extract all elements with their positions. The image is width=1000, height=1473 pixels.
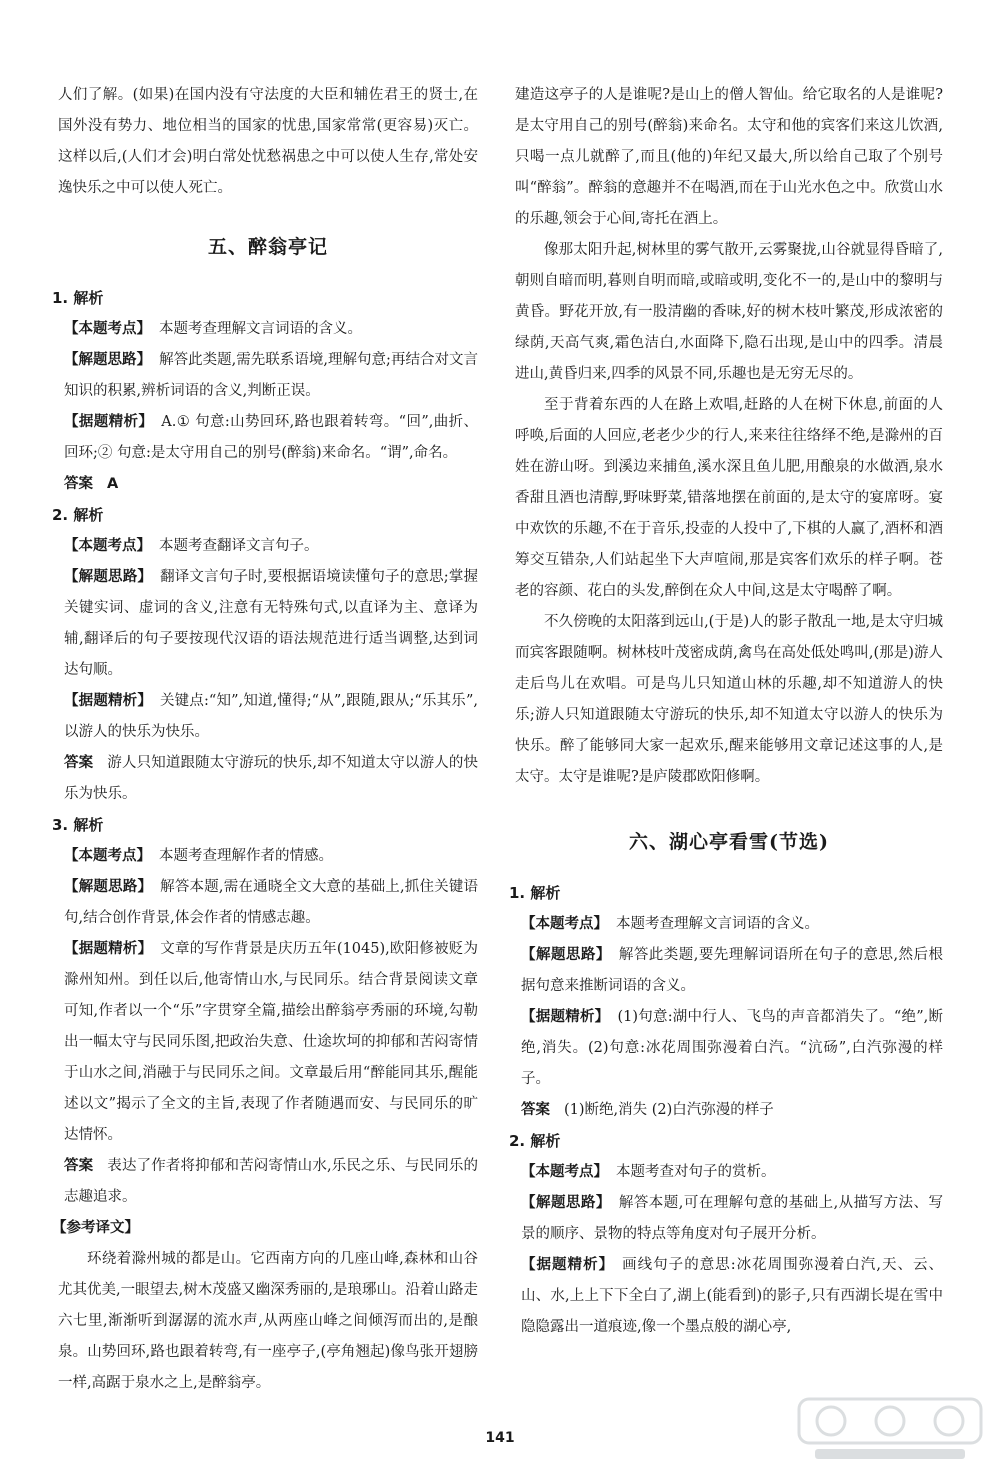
kaodian-text: 本题考查理解作者的情感。 (159, 848, 333, 864)
silu-text: 翻译文言句子时,要根据语境读懂句子的意思;掌握关键实词、虚词的含义,注意有无特殊句式,以直译为主、意译为辅,翻译后的句子要按现代汉语的语法规范进行适当调整,达到词达句顺。 (64, 569, 478, 678)
reference-translation-tag: 【参考译文】 (52, 1220, 139, 1236)
silu-text: 解答本题,可在理解句意的基础上,从描写方法、写景的顺序、景物的特点等角度对句子展开分析。 (521, 1195, 944, 1242)
answer-text: (1)断绝,消失 (2)白汽弥漫的样子 (564, 1102, 774, 1118)
answer-text: 游人只知道跟随太守游玩的快乐,却不知道太守以游人的快乐为快乐。 (64, 755, 479, 802)
kaodian-tag: 【本题考点】 (64, 538, 151, 554)
question-1 (52, 283, 479, 500)
question-3-head: 3. 解析 (52, 816, 104, 834)
silu-tag: 【解题思路】 (64, 569, 153, 585)
answer-tag: 答案 (521, 1102, 550, 1118)
kaodian-tag: 【本题考点】 (521, 916, 608, 932)
kaodian-tag: 【本题考点】 (64, 321, 151, 337)
silu-text: 解答本题,需在通晓全文大意的基础上,抓住关键语句,结合创作背景,体会作者的情感志趣。 (64, 879, 479, 926)
answer-text: A (107, 476, 119, 492)
answer-tag: 答案 (64, 1158, 94, 1174)
jingxi-text: 画线句子的意思:冰花周围弥漫着白汽,天、云、山、水,上上下下全白了,湖上(能看到)的影子,只有西湖长堤在雪中隐隐露出一道痕迹,像一个墨点般的湖心亭, (521, 1257, 944, 1335)
kaodian-text: 本题考查理解文言词语的含义。 (616, 916, 819, 932)
jingxi-tag: 【据题精析】 (64, 693, 152, 709)
silu-tag: 【解题思路】 (521, 1195, 611, 1211)
question-2 (509, 1126, 944, 1343)
silu-text: 解答此类题,要先理解词语所在句子的意思,然后根据句意来推断词语的含义。 (521, 947, 944, 994)
left-column (52, 80, 479, 1399)
silu-tag: 【解题思路】 (64, 879, 153, 895)
jingxi-text: (1)句意:湖中行人、飞鸟的声音都消失了。“绝”,断绝,消失。(2)句意:冰花周围弥漫着白汽。“沆砀”,白汽弥漫的样子。 (521, 1009, 944, 1087)
reference-paragraph-2: 像那太阳升起,树林里的雾气散开,云雾聚拢,山谷就显得昏暗了,朝则自暗而明,暮则自明而暗,或暗或明,变化不一的,是山中的黎明与黄昏。野花开放,有一股清幽的香味,好的树木枝叶繁茂,形成浓密的绿荫,天高气爽,霜色洁白,水面降下,隐石出现,是山中的四季。清晨进山,黄昏归来,四季的风景不同,乐趣也是无穷无尽的。 (515, 242, 943, 382)
jingxi-text: A.① 句意:山势回环,路也跟着转弯。“回”,曲折、回环;② 句意:是太守用自己的别号(醉翁)来命名。“谓”,命名。 (64, 414, 478, 461)
question-2-head: 2. 解析 (509, 1132, 561, 1150)
question-2-head: 2. 解析 (52, 506, 104, 524)
right-column (509, 80, 944, 1343)
kaodian-text: 本题考查理解文言词语的含义。 (159, 321, 362, 337)
silu-tag: 【解题思路】 (521, 947, 611, 963)
kaodian-text: 本题考查对句子的赏析。 (616, 1164, 776, 1180)
question-2 (52, 500, 479, 810)
question-1 (509, 878, 944, 1126)
question-1-head: 1. 解析 (509, 884, 561, 902)
kaodian-text: 本题考查翻译文言句子。 (159, 538, 319, 554)
reference-paragraph-4: 不久傍晚的太阳落到远山,(于是)人的影子散乱一地,是太守归城而宾客跟随啊。树林枝叶茂密成荫,禽鸟在高处低处鸣叫,(那是)游人走后鸟儿在欢唱。可是鸟儿只知道山林的乐趣,却不知道游人的快乐;游人只知道跟随太守游玩的快乐,却不知道太守以游人的快乐为快乐。醉了能够同大家一起欢乐,醒来能够用文章记述这事的人,是太守。太守是谁呢?是庐陵郡欧阳修啊。 (515, 614, 943, 785)
answer-text: 表达了作者将抑郁和苦闷寄情山水,乐民之乐、与民同乐的志趣追求。 (64, 1158, 479, 1205)
question-1-head: 1. 解析 (52, 289, 104, 307)
kaodian-tag: 【本题考点】 (521, 1164, 608, 1180)
jingxi-tag: 【据题精析】 (521, 1257, 615, 1273)
answer-tag: 答案 (64, 755, 94, 771)
reference-paragraph-1: 环绕着滁州城的都是山。它西南方向的几座山峰,森林和山谷尤其优美,一眼望去,树木茂盛又幽深秀丽的,是琅琊山。沿着山路走六七里,渐渐听到潺潺的流水声,从两座山峰之间倾泻而出的,是酿泉。山势回环,路也跟着转弯,有一座亭子,(亭角翘起)像鸟张开翅膀一样,高踞于泉水之上,是醉翁亭。 (58, 1251, 478, 1391)
silu-tag: 【解题思路】 (64, 352, 152, 368)
section-6-title: 六、湖心亭看雪(节选) (629, 831, 829, 853)
question-3 (52, 810, 479, 1213)
watermark-logo-icon (795, 1395, 985, 1465)
reference-paragraph-1-cont: 建造这亭子的人是谁呢?是山上的僧人智仙。给它取名的人是谁呢?是太守用自己的别号(醉翁)来命名。太守和他的宾客们来这儿饮酒,只喝一点儿就醉了,而且(他的)年纪又最大,所以给自己取了个别号叫“醉翁”。醉翁的意趣并不在喝酒,而在于山光水色之中。欣赏山水的乐趣,领会于心间,寄托在酒上。 (515, 87, 943, 227)
answer-tag: 答案 (64, 476, 93, 492)
section-5-title: 五、醉翁亭记 (207, 236, 328, 258)
jingxi-tag: 【据题精析】 (64, 414, 154, 430)
jingxi-tag: 【据题精析】 (521, 1009, 610, 1025)
kaodian-tag: 【本题考点】 (64, 848, 151, 864)
intro-paragraph: 人们了解。(如果)在国内没有守法度的大臣和辅佐君王的贤士,在国外没有势力、地位相当的国家的忧患,国家常常(更容易)灭亡。这样以后,(人们才会)明白常处忧愁祸患之中可以使人生存,常处安逸快乐之中可以使人死亡。 (58, 87, 478, 196)
jingxi-text: 关键点:“知”,知道,懂得;“从”,跟随,跟从;“乐其乐”,以游人的快乐为快乐。 (64, 693, 478, 740)
jingxi-text: 文章的写作背景是庆历五年(1045),欧阳修被贬为滁州知州。到任以后,他寄情山水,与民同乐。结合背景阅读文章可知,作者以一个“乐”字贯穿全篇,描绘出醉翁亭秀丽的环境,勾勒出一幅太守与民同乐图,把政治失意、仕途坎坷的抑郁和苦闷寄情于山水之间,消融于与民同乐之间。文章最后用“醉能同其乐,醒能述以文”揭示了全文的主旨,表现了作者随遇而安、与民同乐的旷达情怀。 (64, 941, 478, 1143)
page-number: 141 (485, 1430, 515, 1446)
reference-paragraph-3: 至于背着东西的人在路上欢唱,赶路的人在树下休息,前面的人呼唤,后面的人回应,老老少少的行人,来来往往络绎不绝,是滁州的百姓在游山呀。到溪边来捕鱼,溪水深且鱼儿肥,用酿泉的水做酒,泉水香甜且酒也清醇,野味野菜,错落地摆在前面的,是太守的宴席呀。宴中欢饮的乐趣,不在于音乐,投壶的人投中了,下棋的人赢了,酒杯和酒筹交互错杂,人们站起坐下大声喧闹,那是宾客们欢乐的样子啊。苍老的容颜、花白的头发,醉倒在众人中间,这是太守喝醉了啊。 (515, 397, 943, 599)
silu-text: 解答此类题,需先联系语境,理解句意;再结合对文言知识的积累,辨析词语的含义,判断正误。 (64, 352, 479, 399)
jingxi-tag: 【据题精析】 (64, 941, 153, 957)
